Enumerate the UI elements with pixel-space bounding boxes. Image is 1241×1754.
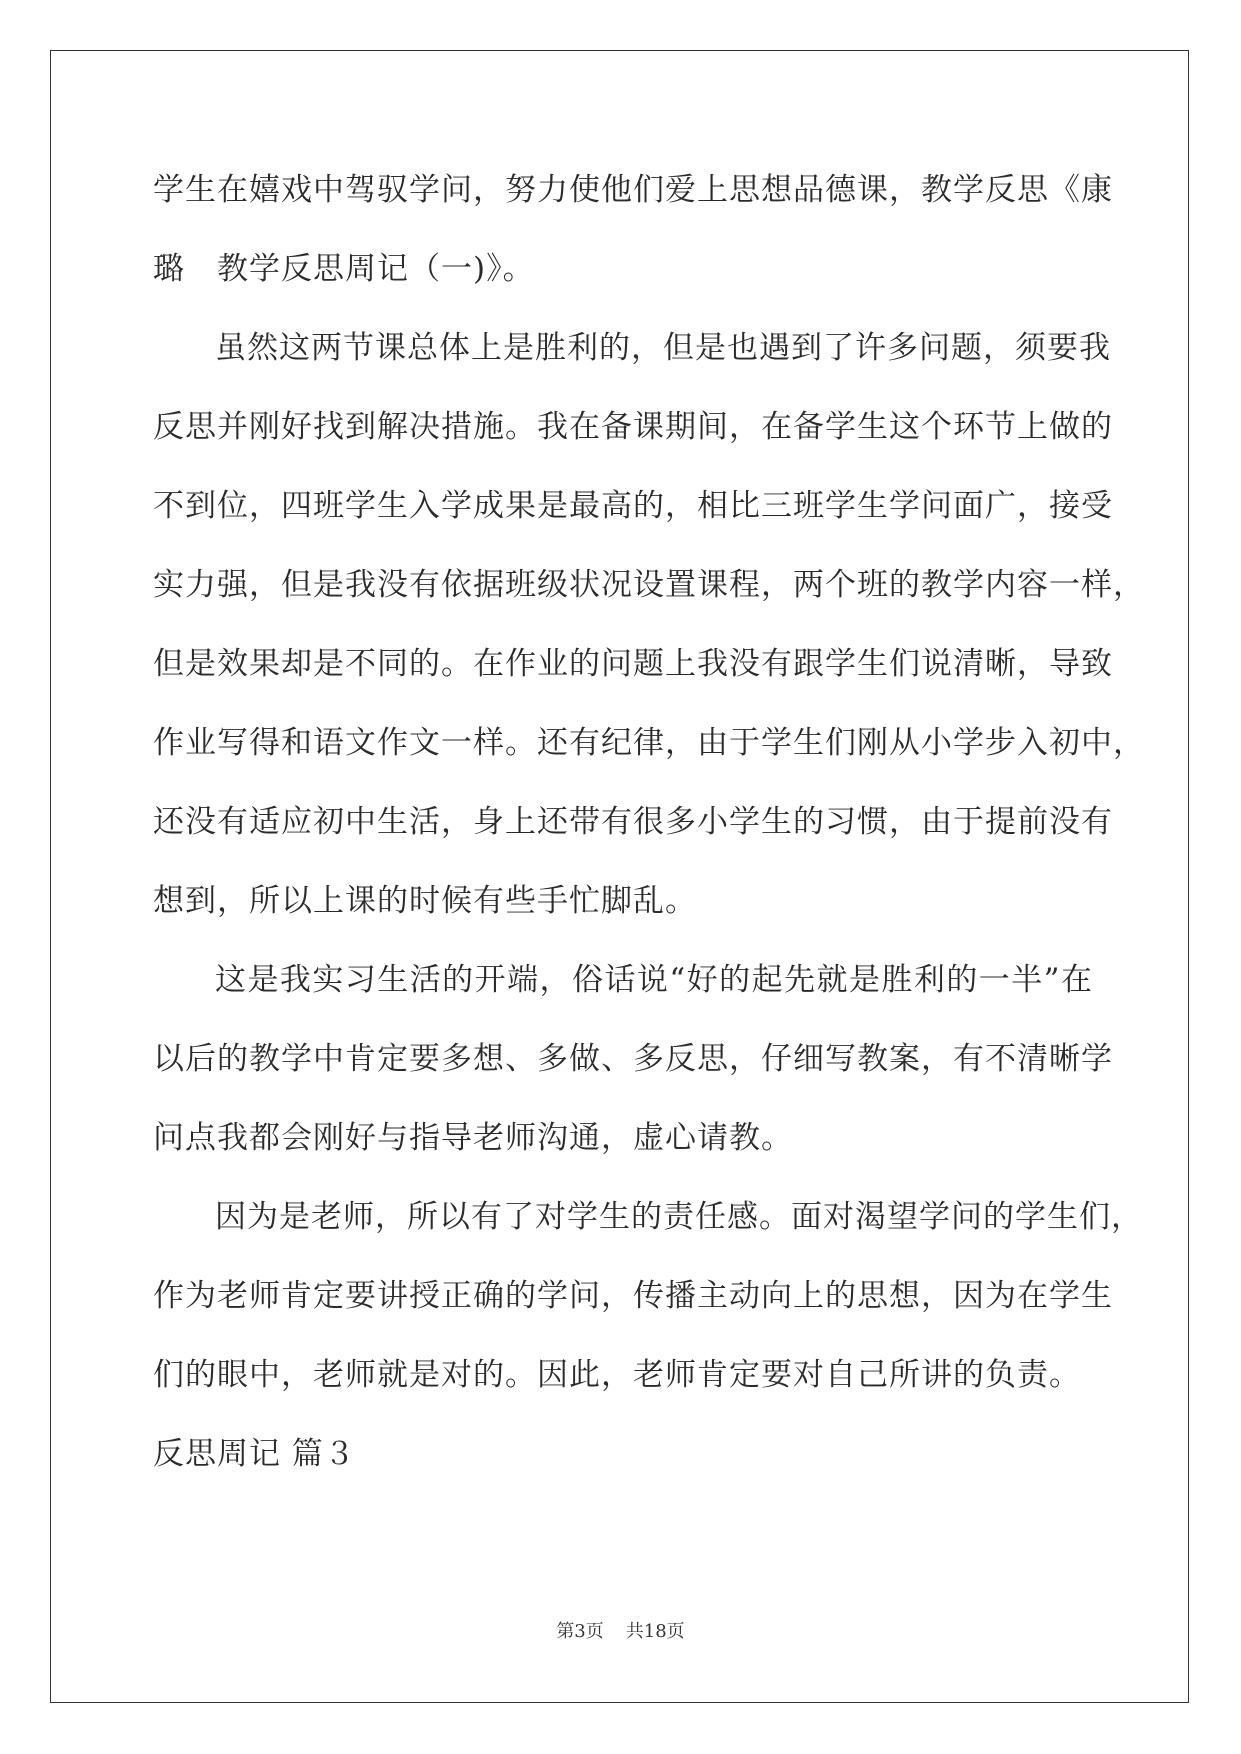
text-line: 们的眼中，老师就是对的。因此，老师肯定要对自己所讲的负责。: [153, 1357, 1081, 1393]
text-line: 但是效果却是不同的。在作业的问题上我没有跟学生们说清晰，导致: [153, 646, 1113, 682]
text-line: 实力强，但是我没有依据班级状况设置课程，两个班的教学内容一样，: [153, 567, 1145, 603]
text-line: 璐 教学反思周记（一)》。: [153, 251, 535, 287]
text-line: 想到，所以上课的时候有些手忙脚乱。: [153, 883, 697, 919]
text-line: 因为是老师，所以有了对学生的责任感。面对渴望学问的学生们，: [215, 1199, 1143, 1235]
text-line: 反思并刚好找到解决措施。我在备课期间，在备学生这个环节上做的: [153, 409, 1113, 445]
section-heading: 反思周记 篇３: [153, 1436, 356, 1472]
page-total: 共18页: [625, 1621, 685, 1642]
document-body: [153, 158, 1145, 1501]
page-footer: [0, 1617, 1241, 1643]
text-line: 这是我实习生活的开端，俗话说“好的起先就是胜利的一半”在: [215, 962, 1093, 998]
text-line: 虽然这两节课总体上是胜利的，但是也遇到了许多问题，须要我: [215, 330, 1111, 366]
text-line: 不到位，四班学生入学成果是最高的，相比三班学生学问面广，接受: [153, 488, 1113, 524]
text-line: 还没有适应初中生活，身上还带有很多小学生的习惯，由于提前没有: [153, 804, 1113, 840]
page-number: 第3页: [556, 1621, 604, 1642]
text-line: 问点我都会刚好与指导老师沟通，虚心请教。: [153, 1120, 793, 1156]
text-line: 作为老师肯定要讲授正确的学问，传播主动向上的思想，因为在学生: [153, 1278, 1113, 1314]
text-line: 作业写得和语文作文一样。还有纪律，由于学生们刚从小学步入初中，: [153, 725, 1145, 761]
text-line: 学生在嬉戏中驾驭学问，努力使他们爱上思想品德课，教学反思《康: [153, 172, 1113, 208]
text-line: 以后的教学中肯定要多想、多做、多反思，仔细写教案，有不清晰学: [153, 1041, 1113, 1077]
